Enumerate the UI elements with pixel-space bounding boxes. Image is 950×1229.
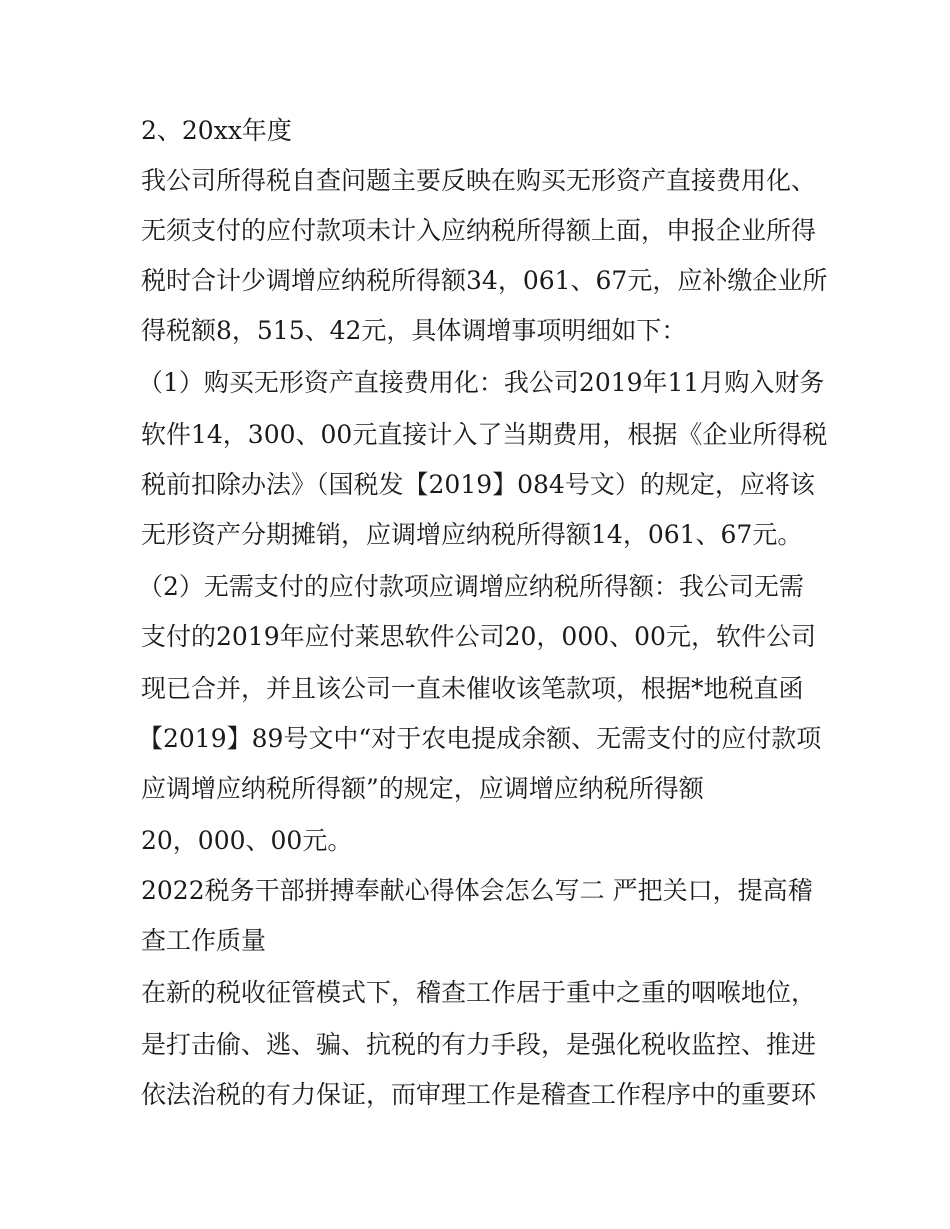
text-line: 应调增应纳税所得额”的规定，应调增应纳税所得额	[141, 774, 704, 803]
text-line: 是打击偷、逃、骗、抗税的有力手段，是强化税收监控、推进	[141, 1030, 817, 1059]
text-line: 20，000、00元。	[141, 826, 353, 855]
text-line: 无须支付的应付款项未计入应纳税所得额上面，申报企业所得	[141, 216, 817, 245]
text-line: 依法治税的有力保证，而审理工作是稽查工作程序中的重要环	[141, 1080, 817, 1109]
section-heading: 查工作质量	[141, 926, 267, 955]
text-line: 软件14，300、00元直接计入了当期费用，根据《企业所得税	[141, 420, 828, 449]
text-line: （1）购买无形资产直接费用化：我公司2019年11月购入财务	[138, 368, 825, 397]
text-line: 【2019】89号文中“对于农电提成余额、无需支付的应付款项	[138, 724, 822, 753]
text-line: 税时合计少调增应纳税所得额34，061、67元，应补缴企业所	[141, 266, 828, 295]
text-line: 2、20xx年度	[141, 116, 292, 145]
text-line: 我公司所得税自查问题主要反映在购买无形资产直接费用化、	[141, 166, 817, 195]
text-line: 得税额8，515、42元，具体调增事项明细如下：	[141, 316, 687, 345]
text-line: 税前扣除办法》（国税发【2019】084号文）的规定，应将该	[141, 470, 815, 499]
text-line: （2）无需支付的应付款项应调增应纳税所得额：我公司无需	[138, 572, 804, 601]
text-line: 支付的2019年应付莱思软件公司20，000、00元，软件公司	[141, 622, 816, 651]
text-line: 在新的税收征管模式下，稽查工作居于重中之重的咽喉地位，	[141, 978, 817, 1007]
section-heading: 2022税务干部拼搏奉献心得体会怎么写二 严把关口，提高稽	[141, 876, 813, 905]
text-line: 现已合并，并且该公司一直未催收该笔款项，根据*地税直函	[141, 674, 804, 703]
text-line: 无形资产分期摊销，应调增应纳税所得额14，061、67元。	[141, 520, 803, 549]
